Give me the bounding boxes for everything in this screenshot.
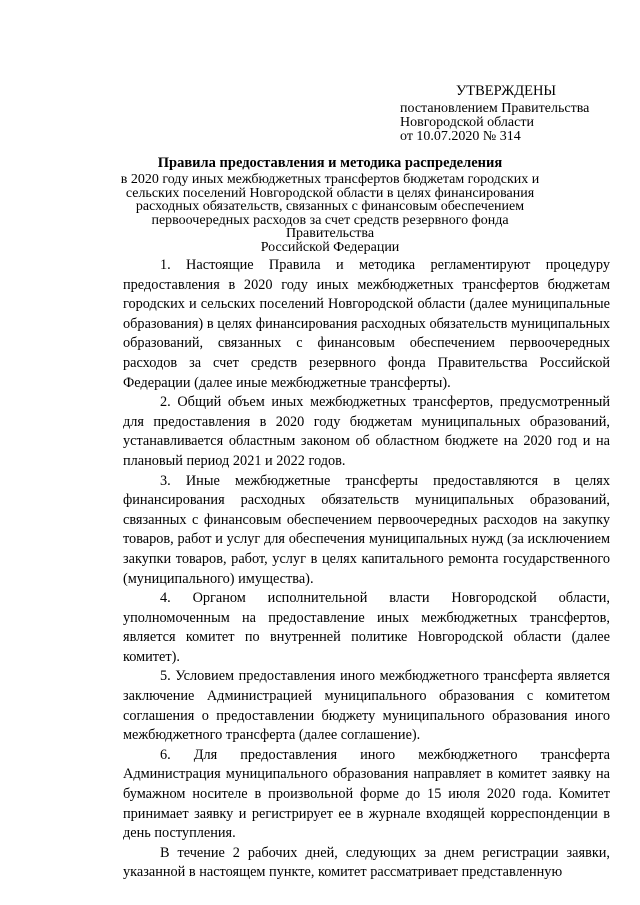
- document-body: [123, 256, 610, 883]
- subtitle-line: в 2020 году иных межбюджетных трансфертов бюджетам городских и: [120, 172, 540, 187]
- paragraph-2: 2. Общий объем иных межбюджетных трансфертов, предусмотренный для предоставления в 2020 году бюджетам муниципальных образований, устанавливается областным законом об областном бюджете на 2020 год и на плановый период 2021 и 2022 годов.: [123, 394, 610, 469]
- paragraph-5: 5. Условием предоставления иного межбюджетного трансферта является заключение Администрацией муниципального образования с комитетом соглашения о предоставлении бюджету муниципального образования иного межбюджетного трансферта (далее соглашение).: [123, 668, 610, 744]
- approval-stamp: [400, 84, 625, 144]
- document-title: Правила предоставления и методика распределения: [157, 155, 503, 171]
- subtitle-line: первоочередных расходов за счет средств резервного фонда Правительства: [151, 212, 509, 241]
- paragraph-6-continued: В течение 2 рабочих дней, следующих за днем регистрации заявки, указанной в настоящем пункте, комитет рассматривает представленную: [123, 844, 610, 881]
- paragraph-3: 3. Иные межбюджетные трансферты предоставляются в целях финансирования расходных обязательств муниципальных образований, связанных с финансовым обеспечением первоочередных расходов на закупку товаров, работ и услуг для обеспечения муниципальных нужд (за исключением закупки товаров, работ, услуг в целях капитального ремонта государственного (муниципального) имущества).: [123, 472, 610, 587]
- approval-heading: УТВЕРЖДЕНЫ: [456, 83, 557, 99]
- subtitle-line: сельских поселений Новгородской области в целях финансирования: [125, 185, 535, 201]
- document-subtitle: [110, 173, 550, 254]
- approval-line-2: Новгородской области: [400, 115, 534, 130]
- approval-line-3: от 10.07.2020 № 314: [400, 129, 521, 144]
- paragraph-6: 6. Для предоставления иного межбюджетного трансферта Администрация муниципального образования направляет в комитет заявку на бумажном носителе в произвольной форме до 15 июля 2020 года. Комитет принимает заявку и регистрирует ее в журнале входящей корреспонденции в день поступления.: [123, 746, 610, 842]
- paragraph-1: 1. Настоящие Правила и методика регламентируют процедуру предоставления в 2020 году иных межбюджетных трансфертов бюджетам городских и сельских поселений Новгородской области (далее муниципальные образования) в целях финансирования расходных обязательств муниципальных образований, связанных с финансовым обеспечением первоочередных расходов за счет средств резервного фонда Правительства Российской Федерации (далее иные межбюджетные трансферты).: [123, 257, 610, 391]
- paragraph-4: 4. Органом исполнительной власти Новгородской области, уполномоченным на предоставление иных межбюджетных трансфертов, является комитет по внутренней политике Новгородской области (далее комитет).: [123, 590, 610, 665]
- approval-line-1: постановлением Правительства: [400, 101, 590, 116]
- subtitle-line: расходных обязательств, связанных с финансовым обеспечением: [135, 199, 525, 214]
- subtitle-line: Российской Федерации: [260, 239, 400, 255]
